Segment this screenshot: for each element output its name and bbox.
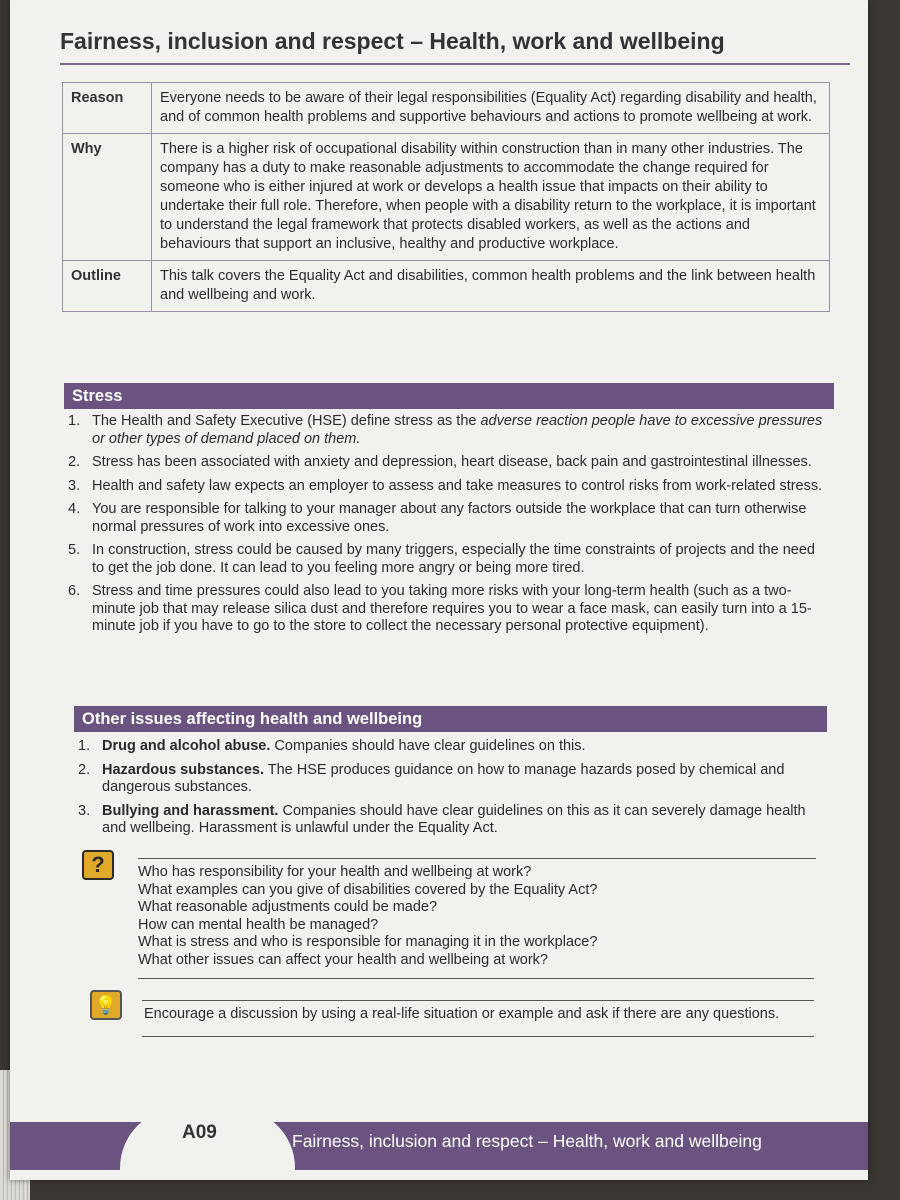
- list-item: [70, 738, 830, 756]
- other-issues-heading: Other issues affecting health and wellbeing: [74, 706, 827, 732]
- list-number: 6.: [68, 583, 81, 599]
- divider-line: [138, 858, 816, 859]
- list-bold-term: Bullying and harassment.: [102, 802, 279, 819]
- stress-heading: Stress: [64, 383, 834, 409]
- question-line: What is stress and who is responsible for managing it in the workplace?: [138, 934, 598, 950]
- divider-line: [142, 1000, 814, 1001]
- stress-list: [60, 413, 830, 642]
- divider-line: [142, 1036, 814, 1037]
- info-row-outline: [63, 261, 830, 312]
- list-number: 2.: [68, 454, 81, 470]
- list-bold-term: Hazardous substances.: [102, 761, 264, 778]
- discussion-questions: [138, 864, 828, 969]
- info-table: [62, 82, 830, 312]
- list-text-emphasis: adverse reaction people have to excessive pressures or other types of demand placed on them.: [92, 413, 823, 447]
- info-text: Everyone needs to be aware of their legal responsibilities (Equality Act) regarding disability and health, and of common health problems and supportive behaviours and actions to promote wellbeing at work.: [152, 83, 830, 134]
- other-issues-list: [70, 738, 830, 844]
- list-number: 5.: [68, 542, 81, 558]
- list-number: 1.: [78, 738, 91, 754]
- page-code: A09: [182, 1122, 217, 1143]
- info-key: Outline: [63, 261, 152, 312]
- list-text: Stress and time pressures could also lead to you taking more risks with your long-term health (such as a two-minute job that may release silica dust and therefore requires you to wear a face mask, can easily turn into a 15-minute job if you have to go to the store to collect the necessary personal protective equipment).: [92, 583, 812, 634]
- question-line: What other issues can affect your health and wellbeing at work?: [138, 951, 548, 968]
- divider-line: [138, 978, 814, 979]
- list-text: Health and safety law expects an employer to assess and take measures to control risks from work-related stress.: [92, 477, 823, 494]
- lightbulb-icon: 💡: [90, 990, 122, 1020]
- info-key: Reason: [63, 83, 152, 134]
- list-number: 4.: [68, 501, 81, 517]
- list-item: [70, 762, 830, 797]
- question-line: What examples can you give of disabilities covered by the Equality Act?: [138, 881, 598, 898]
- list-text: Companies should have clear guidelines on this as it can severely damage health and wellbeing. Harassment is unlawful under the Equality Act.: [102, 802, 806, 836]
- list-item: [60, 413, 830, 448]
- info-key: Why: [63, 134, 152, 261]
- list-text: The Health and Safety Executive (HSE) define stress as the: [92, 413, 481, 429]
- list-item: [70, 803, 830, 838]
- list-number: 3.: [78, 802, 91, 819]
- list-item: [60, 478, 830, 496]
- list-text: The HSE produces guidance on how to manage hazards posed by chemical and dangerous substances.: [102, 761, 785, 795]
- question-line: Who has responsibility for your health and wellbeing at work?: [138, 864, 532, 880]
- info-row-why: [63, 134, 830, 261]
- info-text: There is a higher risk of occupational disability within construction than in many other industries. The company has a duty to make reasonable adjustments to accommodate the change required for someone who is either injured at work or develops a health issue that impacts on their ability to undertake their full role. Therefore, when people with a disability return to the workplace, it is important to understand the legal framework that protects disabled workers, as well as the actions and behaviours that support an inclusive, healthy and productive workplace.: [152, 134, 830, 261]
- list-number: 2.: [78, 761, 91, 778]
- question-mark-icon: ?: [82, 850, 114, 880]
- list-item: [60, 542, 830, 577]
- info-row-reason: [63, 83, 830, 134]
- footer-title: Fairness, inclusion and respect – Health, work and wellbeing: [292, 1131, 762, 1151]
- list-item: [60, 454, 830, 472]
- list-item: [60, 501, 830, 536]
- list-number: 3.: [68, 477, 81, 494]
- tip-text: Encourage a discussion by using a real-life situation or example and ask if there are any questions.: [144, 1006, 780, 1022]
- question-line: How can mental health be managed?: [138, 916, 379, 933]
- document-page: [10, 0, 868, 1180]
- list-text: You are responsible for talking to your manager about any factors outside the workplace that can turn otherwise normal pressures of work into excessive ones.: [92, 501, 807, 535]
- info-text: This talk covers the Equality Act and disabilities, common health problems and the link between health and wellbeing and work.: [152, 261, 830, 312]
- list-text: Companies should have clear guidelines on this.: [270, 738, 586, 754]
- question-line: What reasonable adjustments could be made?: [138, 899, 438, 915]
- list-item: [60, 583, 830, 636]
- list-bold-term: Drug and alcohol abuse.: [102, 738, 271, 754]
- list-number: 1.: [68, 413, 81, 429]
- page-title: Fairness, inclusion and respect – Health, work and wellbeing: [60, 28, 850, 65]
- list-text: In construction, stress could be caused by many triggers, especially the time constraints of projects and the need to get the job done. It can lead to you feeling more angry or being more tired.: [92, 542, 815, 576]
- list-text: Stress has been associated with anxiety and depression, heart disease, back pain and gastrointestinal illnesses.: [92, 454, 812, 470]
